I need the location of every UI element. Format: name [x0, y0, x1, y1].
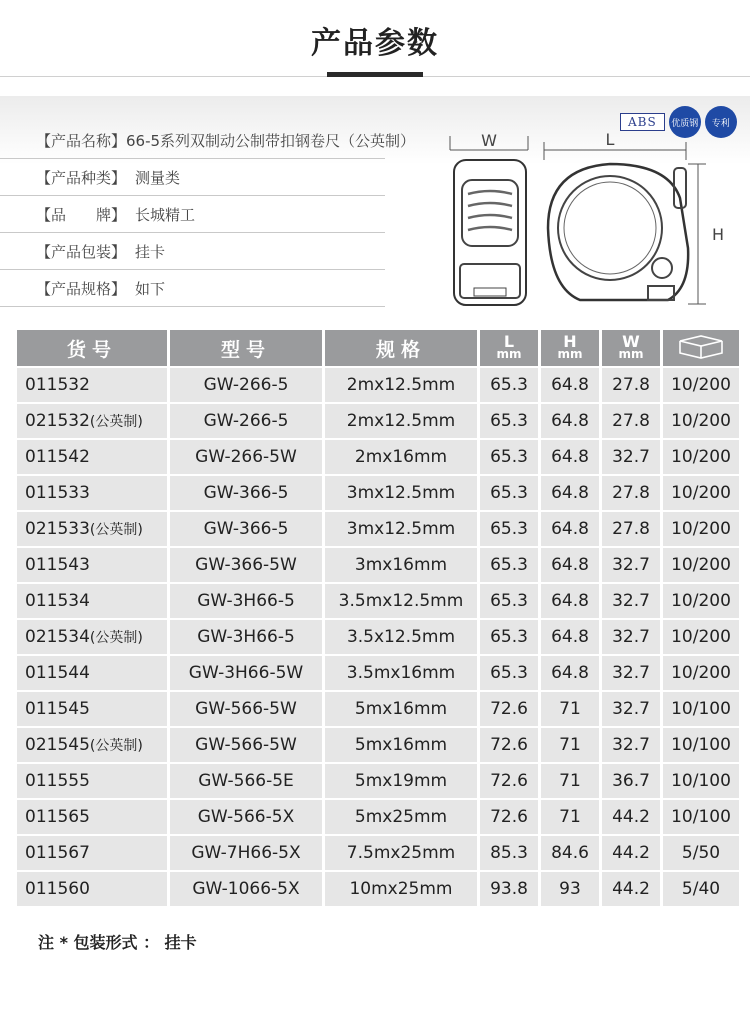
cell-model: GW-566-5W [170, 692, 322, 726]
cell-length: 72.6 [480, 692, 538, 726]
header-height-letter: H [563, 332, 577, 351]
cell-model: GW-3H66-5 [170, 584, 322, 618]
table-row [17, 440, 739, 474]
cell-pack: 10/200 [663, 512, 739, 546]
cell-model: GW-266-5 [170, 368, 322, 402]
cell-model: GW-366-5 [170, 476, 322, 510]
cell-model: GW-266-5W [170, 440, 322, 474]
cell-height: 64.8 [541, 620, 599, 654]
cell-width: 32.7 [602, 548, 660, 582]
cell-code-number: 011542 [25, 447, 90, 467]
cell-spec: 3.5x12.5mm [325, 620, 477, 654]
spec-value: 测量类 [135, 168, 181, 187]
cell-height: 93 [541, 872, 599, 906]
cell-code [17, 764, 167, 798]
cell-width: 44.2 [602, 836, 660, 870]
cell-width: 27.8 [602, 512, 660, 546]
cell-code-number: 011534 [25, 591, 90, 611]
spec-label: 【产品包装】 [36, 242, 127, 261]
cell-spec: 3mx16mm [325, 548, 477, 582]
quality-steel-badge: 优质钢 [669, 106, 701, 138]
table-row [17, 476, 739, 510]
cell-length: 93.8 [480, 872, 538, 906]
cell-height: 64.8 [541, 656, 599, 690]
header-height-unit: mm [557, 347, 583, 361]
cell-height: 64.8 [541, 512, 599, 546]
cell-model: GW-566-5X [170, 800, 322, 834]
cell-length: 65.3 [480, 548, 538, 582]
cell-spec: 7.5mx25mm [325, 836, 477, 870]
cell-pack: 10/200 [663, 548, 739, 582]
title-underline [327, 72, 423, 77]
cell-code-number: 021533 [25, 519, 90, 539]
spec-value: 66-5系列双制动公制带扣钢卷尺（公英制） [126, 131, 416, 150]
cell-code-number: 011555 [25, 771, 90, 791]
cell-length: 65.3 [480, 512, 538, 546]
cell-code [17, 656, 167, 690]
cell-length: 72.6 [480, 800, 538, 834]
cell-width: 27.8 [602, 404, 660, 438]
header-width-letter: W [622, 332, 640, 351]
cell-code [17, 548, 167, 582]
header-model: 型号 [170, 330, 322, 366]
cell-height: 84.6 [541, 836, 599, 870]
cell-code-suffix: (公英制) [89, 522, 143, 538]
table-row [17, 836, 739, 870]
header-width [602, 330, 660, 366]
spec-row-packaging [0, 233, 385, 270]
cell-code [17, 512, 167, 546]
cell-height: 64.8 [541, 440, 599, 474]
cell-width: 27.8 [602, 368, 660, 402]
cell-code [17, 800, 167, 834]
cell-length: 65.3 [480, 368, 538, 402]
cell-height: 64.8 [541, 548, 599, 582]
cell-length: 85.3 [480, 836, 538, 870]
cell-code-number: 011544 [25, 663, 90, 683]
cell-pack: 10/100 [663, 728, 739, 762]
cell-model: GW-7H66-5X [170, 836, 322, 870]
cell-spec: 2mx12.5mm [325, 368, 477, 402]
page-title: 产品参数 [311, 26, 439, 61]
cell-width: 27.8 [602, 476, 660, 510]
cell-code [17, 872, 167, 906]
patent-badge: 专利 [705, 106, 737, 138]
cell-code [17, 476, 167, 510]
cell-spec: 3.5mx16mm [325, 656, 477, 690]
cell-spec: 3mx12.5mm [325, 476, 477, 510]
cell-spec: 5mx16mm [325, 728, 477, 762]
height-dimension-label: H [712, 225, 725, 244]
spec-label: 【品 牌】 [36, 205, 127, 224]
cell-code-number: 021545 [25, 735, 90, 755]
cell-model: GW-366-5W [170, 548, 322, 582]
spec-row-brand [0, 196, 385, 233]
cell-width: 32.7 [602, 656, 660, 690]
table-row [17, 548, 739, 582]
cell-model: GW-3H66-5 [170, 620, 322, 654]
cell-spec: 3.5mx12.5mm [325, 584, 477, 618]
cell-pack: 10/200 [663, 584, 739, 618]
spec-value: 挂卡 [135, 242, 166, 261]
header-code: 货号 [17, 330, 167, 366]
cell-height: 71 [541, 692, 599, 726]
table-row [17, 584, 739, 618]
product-specs [0, 122, 416, 307]
cell-code-suffix: (公英制) [89, 414, 143, 430]
cell-length: 65.3 [480, 440, 538, 474]
header-height [541, 330, 599, 366]
cell-height: 64.8 [541, 368, 599, 402]
cell-spec: 10mx25mm [325, 872, 477, 906]
cell-width: 36.7 [602, 764, 660, 798]
cell-spec: 5mx19mm [325, 764, 477, 798]
cell-length: 65.3 [480, 476, 538, 510]
cell-code-number: 011532 [25, 375, 90, 395]
spec-row-size [0, 270, 385, 307]
spec-row-category [0, 159, 385, 196]
table-row [17, 728, 739, 762]
spec-value: 长城精工 [135, 205, 196, 224]
cell-code-number: 011560 [25, 879, 90, 899]
cell-code-number: 021532 [25, 411, 90, 431]
length-dimension-label: L [605, 130, 615, 149]
cell-code [17, 368, 167, 402]
cell-model: GW-3H66-5W [170, 656, 322, 690]
spec-value: 如下 [135, 279, 166, 298]
cell-code [17, 836, 167, 870]
cell-height: 71 [541, 728, 599, 762]
cell-pack: 10/100 [663, 692, 739, 726]
header-length-unit: mm [496, 347, 522, 361]
spec-label: 【产品名称】 [36, 131, 127, 150]
cell-length: 65.3 [480, 620, 538, 654]
table-header-row [17, 330, 739, 366]
cell-code-number: 021534 [25, 627, 90, 647]
width-dimension-label: W [481, 131, 497, 150]
table-row [17, 764, 739, 798]
cell-code-suffix: (公英制) [89, 738, 143, 754]
cell-model: GW-366-5 [170, 512, 322, 546]
cell-spec: 5mx16mm [325, 692, 477, 726]
cell-length: 65.3 [480, 656, 538, 690]
cell-code-number: 011565 [25, 807, 90, 827]
cell-height: 64.8 [541, 404, 599, 438]
box-icon [674, 333, 728, 359]
cell-code [17, 440, 167, 474]
product-data-table [14, 328, 742, 908]
cell-width: 44.2 [602, 800, 660, 834]
spec-label: 【产品规格】 [36, 279, 127, 298]
table-row [17, 800, 739, 834]
cell-width: 32.7 [602, 692, 660, 726]
cell-spec: 3mx12.5mm [325, 512, 477, 546]
cell-code-suffix: (公英制) [89, 630, 143, 646]
cell-pack: 10/200 [663, 656, 739, 690]
header-box [663, 330, 739, 366]
cell-height: 64.8 [541, 476, 599, 510]
header-spec: 规格 [325, 330, 477, 366]
cell-spec: 2mx12.5mm [325, 404, 477, 438]
cell-model: GW-1066-5X [170, 872, 322, 906]
cell-length: 65.3 [480, 404, 538, 438]
cell-code-number: 011545 [25, 699, 90, 719]
cell-code [17, 584, 167, 618]
cell-model: GW-566-5E [170, 764, 322, 798]
spec-label: 【产品种类】 [36, 168, 127, 187]
cell-pack: 10/200 [663, 404, 739, 438]
header-length [480, 330, 538, 366]
cell-pack: 10/200 [663, 476, 739, 510]
cell-code-number: 011543 [25, 555, 90, 575]
table-row [17, 404, 739, 438]
spec-row-name [0, 122, 416, 159]
cell-code-number: 011533 [25, 483, 90, 503]
header-width-unit: mm [618, 347, 644, 361]
cell-spec: 5mx25mm [325, 800, 477, 834]
cell-length: 72.6 [480, 764, 538, 798]
cell-width: 32.7 [602, 728, 660, 762]
cell-pack: 5/50 [663, 836, 739, 870]
table-row [17, 368, 739, 402]
cell-width: 44.2 [602, 872, 660, 906]
cell-pack: 5/40 [663, 872, 739, 906]
cell-width: 32.7 [602, 440, 660, 474]
cell-pack: 10/200 [663, 620, 739, 654]
table-row [17, 692, 739, 726]
cell-height: 64.8 [541, 584, 599, 618]
table-row [17, 656, 739, 690]
table-row [17, 512, 739, 546]
table-row [17, 872, 739, 906]
cell-height: 71 [541, 800, 599, 834]
cell-pack: 10/100 [663, 800, 739, 834]
cell-width: 32.7 [602, 620, 660, 654]
cell-code-number: 011567 [25, 843, 90, 863]
cell-code [17, 692, 167, 726]
cell-spec: 2mx16mm [325, 440, 477, 474]
cell-pack: 10/200 [663, 368, 739, 402]
cell-code [17, 404, 167, 438]
cell-code [17, 620, 167, 654]
header-length-letter: L [503, 332, 515, 351]
packaging-note: 注 * 包装形式 ： 挂卡 [38, 933, 197, 952]
cell-model: GW-566-5W [170, 728, 322, 762]
cell-code [17, 728, 167, 762]
cell-length: 72.6 [480, 728, 538, 762]
cell-model: GW-266-5 [170, 404, 322, 438]
cell-pack: 10/200 [663, 440, 739, 474]
cell-height: 71 [541, 764, 599, 798]
cell-pack: 10/100 [663, 764, 739, 798]
tape-measure-drawing [440, 128, 730, 313]
abs-badge: ABS [620, 113, 665, 131]
cell-width: 32.7 [602, 584, 660, 618]
cell-length: 65.3 [480, 584, 538, 618]
table-row [17, 620, 739, 654]
